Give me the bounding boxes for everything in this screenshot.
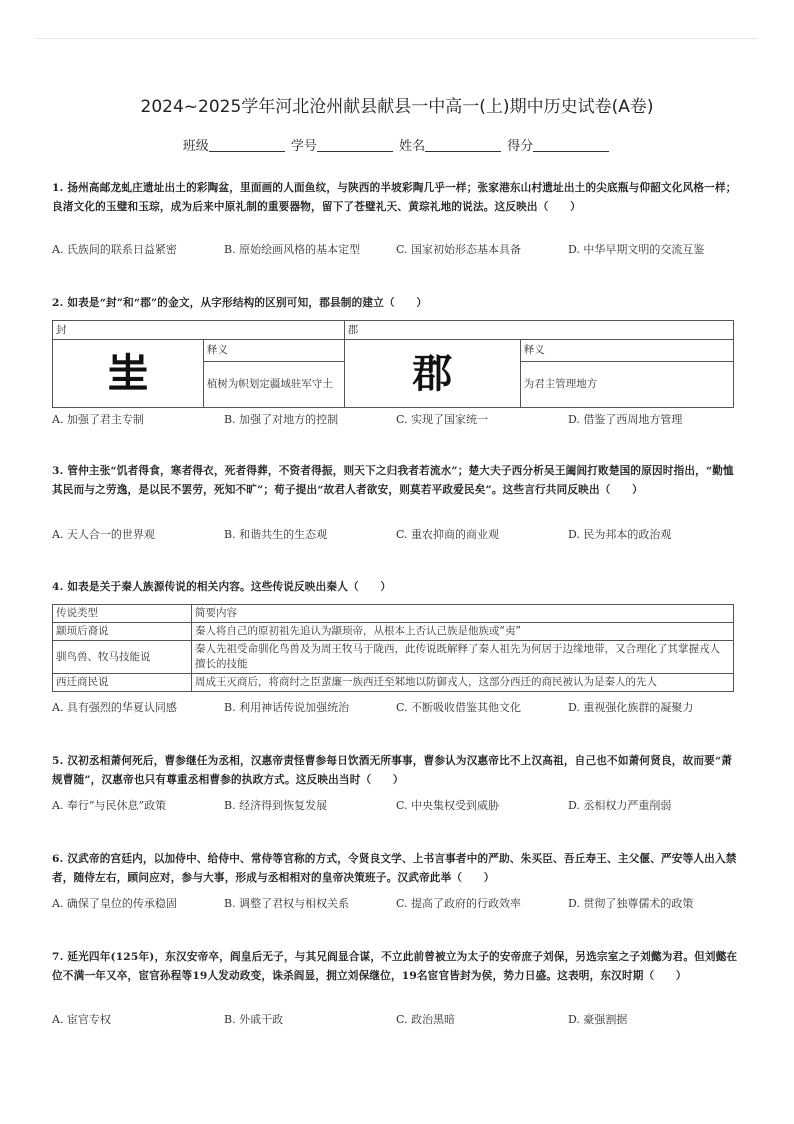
left-gloss-label: 释义 xyxy=(203,340,344,362)
glyph-feng-image: 𡉚 xyxy=(53,340,204,408)
glyph-jun-image: 郡 xyxy=(344,340,520,408)
option-c[interactable]: C. 中央集权受到威胁 xyxy=(396,799,500,812)
option-b[interactable]: B. 和谐共生的生态观 xyxy=(224,528,328,541)
question-6-options xyxy=(52,895,742,911)
option-c[interactable]: C. 国家初始形态基本具备 xyxy=(396,243,522,256)
option-d[interactable]: D. 豪强割据 xyxy=(568,1013,628,1026)
question-1-stem: 1. 扬州高邮龙虬庄遗址出土的彩陶盆，里面画的人面鱼纹，与陕西的半坡彩陶几乎一样；张家港东山村遗址出土的尖底瓶与仰韶文化风格一样；良渚文化的玉璧和玉琮，成为后来中原礼制的重要器物，留下了苍璧礼天、黄琮礼地的说法。这反映出（ ） xyxy=(52,182,737,213)
option-b[interactable]: B. 利用神话传说加强统治 xyxy=(224,701,350,714)
table-cell-content: 周成王灭商后，将商纣之臣蜚廉一族西迁至邾地以防御戎人，这部分西迁的商民被认为是秦人的先人 xyxy=(192,674,734,692)
right-gloss-text: 为君主管理地方 xyxy=(520,362,733,408)
table-cell-content: 秦人先祖受命驯化鸟兽及为周王牧马于陇西，此传说既解释了秦人祖先为何居于边缘地带，又合理化了其掌握戎人擅长的技能 xyxy=(192,641,734,674)
question-2-table xyxy=(52,320,734,408)
info-number-label: 学号 xyxy=(290,139,317,154)
option-d[interactable]: D. 借鉴了西周地方管理 xyxy=(568,413,683,426)
table-cell-type: 驯鸟兽、牧马技能说 xyxy=(53,641,192,674)
table-header-content: 简要内容 xyxy=(192,605,734,623)
option-a[interactable]: A. 加强了君主专制 xyxy=(52,413,144,426)
table-cell-content: 秦人将自己的原初祖先追认为颛顼帝，从根本上否认己族是他族或“夷” xyxy=(192,623,734,641)
option-a[interactable]: A. 宦官专权 xyxy=(52,1013,111,1026)
option-d[interactable]: D. 重视强化族群的凝聚力 xyxy=(568,701,694,714)
option-c[interactable]: C. 政治黑暗 xyxy=(396,1013,456,1026)
option-c[interactable]: C. 重农抑商的商业观 xyxy=(396,528,500,541)
table-head-feng: 封 xyxy=(53,321,345,340)
option-c[interactable]: C. 实现了国家统一 xyxy=(396,413,489,426)
question-6-stem: 6. 汉武帝的宫廷内，以加侍中、给侍中、常侍等官称的方式，令贤良文学、上书言事者中的严助、朱买臣、吾丘寿王、主父偃、严安等人出入禁者，随侍左右，顾问应对，参与大事，形成与丞相相对的皇帝决策班子。汉武帝此举（ ） xyxy=(52,853,737,884)
page-title: 2024~2025学年河北沧州献县献县一中高一(上)期中历史试卷(A卷) xyxy=(140,97,654,117)
info-name-label: 姓名 xyxy=(399,139,426,154)
question-4-options xyxy=(52,699,742,715)
question-7-options xyxy=(52,1011,742,1027)
option-a[interactable]: A. 氏族间的联系日益紧密 xyxy=(52,243,177,256)
left-gloss-text: 植树为帜划定疆域驻军守土 xyxy=(203,362,344,408)
option-b[interactable]: B. 加强了对地方的控制 xyxy=(224,413,339,426)
option-d[interactable]: D. 丞相权力严重削弱 xyxy=(568,799,672,812)
right-gloss-label: 释义 xyxy=(520,340,733,362)
header-rule xyxy=(36,38,758,39)
question-4-stem: 4. 如表是关于秦人族源传说的相关内容。这些传说反映出秦人（ ） xyxy=(52,581,392,593)
info-number-blank[interactable] xyxy=(317,139,393,152)
option-a[interactable]: A. 天人合一的世界观 xyxy=(52,528,155,541)
question-2-options xyxy=(52,411,742,427)
option-d[interactable]: D. 民为邦本的政治观 xyxy=(568,528,672,541)
question-3-stem: 3. 管仲主张“饥者得食，寒者得衣，死者得葬，不资者得振，则天下之归我者若流水”；楚大夫子西分析吴王阖闾打败楚国的原因时指出，“勤恤其民而与之劳逸，是以民不罢劳，死知不旷”；荀子提出“故君人者欲安，则莫若平政爱民矣”。这些言行共同反映出（ ） xyxy=(52,465,734,496)
question-3-options xyxy=(52,526,742,542)
option-d[interactable]: D. 中华早期文明的交流互鉴 xyxy=(568,243,705,256)
question-2-stem: 2. 如表是“封”和“郡”的金文，从字形结构的区别可知，郡县制的建立（ ） xyxy=(52,297,428,309)
option-a[interactable]: A. 确保了皇位的传承稳固 xyxy=(52,897,177,910)
student-info-line xyxy=(0,135,794,154)
option-b[interactable]: B. 调整了君权与相权关系 xyxy=(224,897,350,910)
info-class-blank[interactable] xyxy=(209,139,285,152)
info-score-blank[interactable] xyxy=(533,139,609,152)
option-a[interactable]: A. 奉行“与民休息”政策 xyxy=(52,799,167,812)
question-4-table xyxy=(52,604,734,692)
option-c[interactable]: C. 不断吸收借鉴其他文化 xyxy=(396,701,522,714)
table-header-type: 传说类型 xyxy=(53,605,192,623)
table-head-jun: 郡 xyxy=(344,321,733,340)
question-1-options xyxy=(52,241,742,257)
option-b[interactable]: B. 外戚干政 xyxy=(224,1013,284,1026)
table-cell-type: 颛顼后裔说 xyxy=(53,623,192,641)
option-b[interactable]: B. 原始绘画风格的基本定型 xyxy=(224,243,361,256)
option-a[interactable]: A. 具有强烈的华夏认同感 xyxy=(52,701,177,714)
info-class-label: 班级 xyxy=(182,139,209,154)
question-5-stem: 5. 汉初丞相萧何死后，曹参继任为丞相，汉惠帝责怪曹参每日饮酒无所事事，曹参认为汉惠帝比不上汉高祖，自己也不如萧何贤良，故而要“萧规曹随”，汉惠帝也只有尊重丞相曹参的执政方式。这反映出当时（ ） xyxy=(52,755,733,786)
question-7-stem: 7. 延光四年(125年)，东汉安帝卒，阎皇后无子，与其兄阎显合谋，不立此前曾被立为太子的安帝庶子刘保，另选宗室之子刘懿为君。但刘懿在位不满一年又卒，宦官孙程等19人发动政变，诛杀阎显，拥立刘保继位，19名宦官皆封为侯，势力日盛。这表明，东汉时期（ ） xyxy=(52,951,738,982)
option-c[interactable]: C. 提高了政府的行政效率 xyxy=(396,897,522,910)
info-name-blank[interactable] xyxy=(425,139,501,152)
info-score-label: 得分 xyxy=(507,139,534,154)
table-cell-type: 西迁商民说 xyxy=(53,674,192,692)
question-5-options xyxy=(52,797,742,813)
option-b[interactable]: B. 经济得到恢复发展 xyxy=(224,799,328,812)
option-d[interactable]: D. 贯彻了独尊儒术的政策 xyxy=(568,897,694,910)
